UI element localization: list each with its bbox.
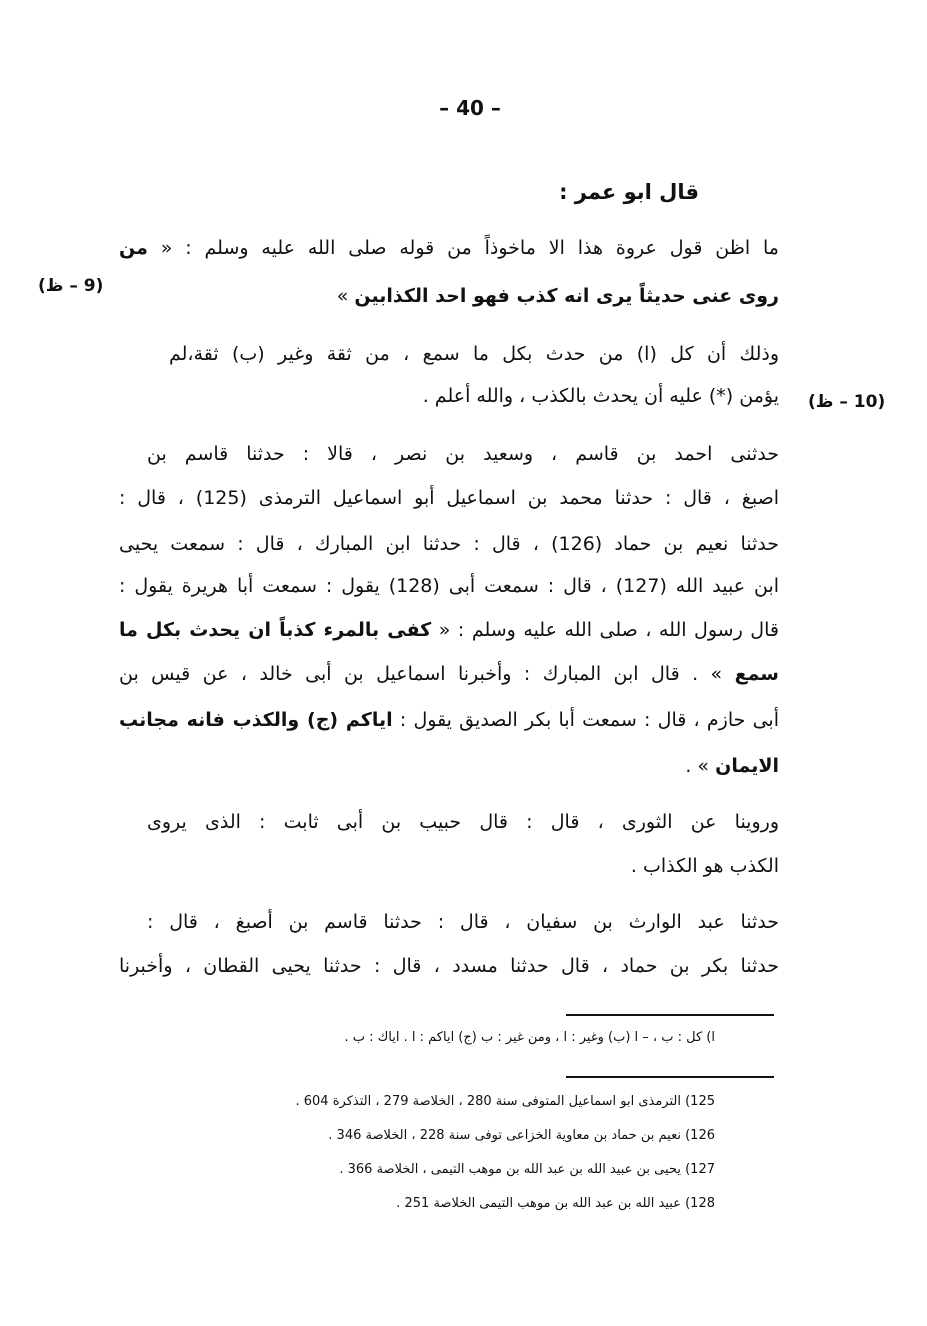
margin-note: (9 – ظ) bbox=[38, 276, 104, 296]
footnote-rule bbox=[566, 1076, 774, 1078]
text-line: يؤمن (*) عليه أن يحدث بالكذب ، والله أعلم . bbox=[422, 385, 779, 407]
text-segment: قال رسول الله ، صلى الله عليه وسلم : « bbox=[438, 619, 779, 641]
footnote-rule bbox=[566, 1014, 774, 1016]
text-line bbox=[134, 282, 779, 310]
text-segment: أبى حازم ، قال : سمعت أبا بكر الصديق يقول : bbox=[399, 709, 779, 731]
quote-segment: من bbox=[119, 237, 148, 259]
text-line: الكذب هو الكذاب . bbox=[630, 855, 779, 877]
footnote: 125) الترمذى ابو اسماعيل المتوفى سنة 280 ، الخلاصة 279 ، التذكرة 604 . bbox=[295, 1094, 715, 1109]
text-line bbox=[119, 234, 779, 262]
text-line: حدثنا نعيم بن حماد (126) ، قال : حدثنا ابن المبارك ، قال : سمعت يحيى bbox=[119, 533, 779, 555]
quote-segment: سمع bbox=[734, 663, 779, 685]
footnote-variants: ا) كل : ب ، – ا (ب) وغير : ا ، ومن غير : ب (ج) اياكم : ا . اياك : ب . bbox=[344, 1030, 715, 1045]
quote-segment: الايمان bbox=[715, 755, 779, 777]
quote-segment: كفى بالمرء كذباً ان يحدث بكل ما bbox=[119, 619, 432, 641]
text-line: وذلك أن كل (ا) من حدث بكل ما سمع ، من ثقة وغير (ب) ثقة،لم bbox=[169, 343, 779, 365]
footnote: 128) عبيد الله بن عبد الله بن موهب التيمى الخلاصة 251 . bbox=[396, 1196, 715, 1211]
text-line bbox=[119, 752, 779, 780]
closing-quote: » bbox=[336, 285, 349, 307]
text-line: وروينا عن الثورى ، قال : قال حبيب بن أبى ثابت : الذى يروى bbox=[147, 811, 779, 833]
text-line: حدثنى احمد بن قاسم ، وسعيد بن نصر ، قالا : حدثنا قاسم بن bbox=[147, 443, 779, 465]
text-segment: ما اظن قول عروة هذا الا ماخوذاً من قوله صلى الله عليه وسلم : « bbox=[160, 237, 779, 259]
margin-note: (10 – ظ) bbox=[808, 392, 886, 412]
section-heading: قال ابو عمر : bbox=[559, 180, 699, 204]
text-segment: » . bbox=[685, 755, 710, 777]
quote-segment: اياكم (ج) والكذب فانه مجانب bbox=[119, 709, 393, 731]
text-line: حدثنا بكر بن حماد ، قال حدثنا مسدد ، قال : حدثنا يحيى القطان ، وأخبرنا bbox=[119, 955, 779, 977]
text-segment: » . قال ابن المبارك : وأخبرنا اسماعيل بن أبى خالد ، عن قيس بن bbox=[119, 663, 723, 685]
text-line bbox=[119, 616, 779, 644]
text-line bbox=[119, 660, 779, 688]
text-line: ابن عبيد الله (127) ، قال : سمعت أبى (128) يقول : سمعت أبا هريرة يقول : bbox=[119, 575, 779, 597]
text-line bbox=[119, 706, 779, 734]
text-line: اصبغ ، قال : حدثنا محمد بن اسماعيل أبو اسماعيل الترمذى (125) ، قال : bbox=[119, 487, 779, 509]
footnote: 127) يحيى بن عبيد الله بن عبد الله بن موهب التيمى ، الخلاصة 366 . bbox=[339, 1162, 715, 1177]
page-number: – 40 – bbox=[439, 96, 501, 120]
footnote: 126) نعيم بن حماد بن معاوية الخزاعى توفى سنة 228 ، الخلاصة 346 . bbox=[328, 1128, 715, 1143]
quote-segment: روى عنى حديثاً يرى انه كذب فهو احد الكذابين bbox=[354, 285, 779, 307]
text-line: حدثنا عبد الوارث بن سفيان ، قال : حدثنا قاسم بن أصبغ ، قال : bbox=[147, 911, 779, 933]
